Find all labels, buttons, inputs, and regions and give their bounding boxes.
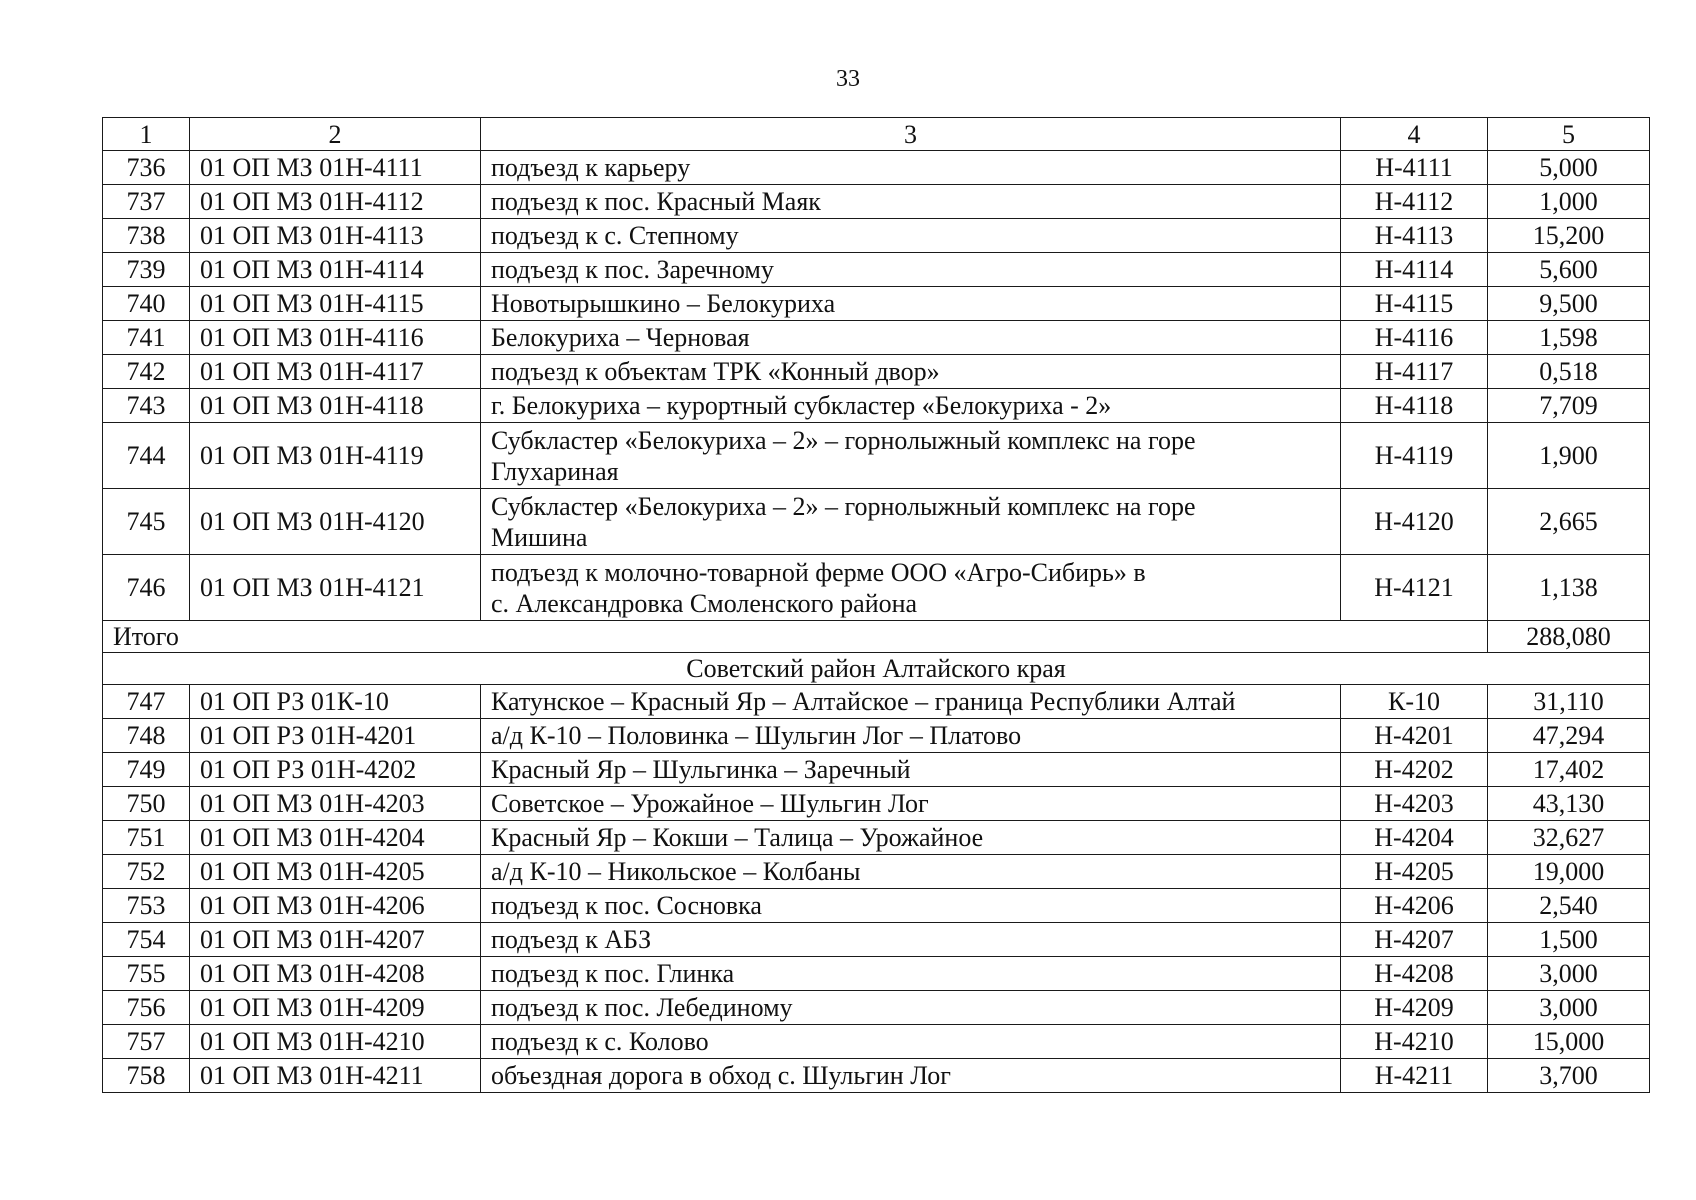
table-row [103,1025,1650,1059]
table-row [103,555,1650,621]
road-name-line: Красный Яр – Кокши – Талица – Урожайное [491,823,984,852]
row-number: 737 [103,185,190,219]
road-name [481,753,1341,787]
road-name [481,151,1341,185]
row-number: 755 [103,957,190,991]
row-number: 758 [103,1059,190,1093]
road-id-code: 01 ОП МЗ 01Н-4207 [190,923,481,957]
road-index: Н-4114 [1341,253,1488,287]
row-number: 754 [103,923,190,957]
road-index: Н-4112 [1341,185,1488,219]
road-name-line: Катунское – Красный Яр – Алтайское – граница Республики Алтай [491,687,1236,716]
road-length: 3,000 [1488,991,1650,1025]
road-id-code: 01 ОП МЗ 01Н-4117 [190,355,481,389]
road-length: 31,110 [1488,685,1650,719]
road-id-code: 01 ОП МЗ 01Н-4111 [190,151,481,185]
road-name-line: Субкластер «Белокуриха – 2» – горнолыжный комплекс на горе [491,491,1196,521]
table-row [103,1059,1650,1093]
road-length: 0,518 [1488,355,1650,389]
road-name [481,555,1341,621]
road-id-code: 01 ОП МЗ 01Н-4113 [190,219,481,253]
road-length: 7,709 [1488,389,1650,423]
table-row [103,685,1650,719]
road-name [481,253,1341,287]
road-name-line: Мишина [491,522,588,552]
table-row [103,787,1650,821]
road-name [481,1025,1341,1059]
road-name [481,923,1341,957]
road-name [481,389,1341,423]
road-length: 47,294 [1488,719,1650,753]
road-id-code: 01 ОП МЗ 01Н-4121 [190,555,481,621]
row-number: 747 [103,685,190,719]
road-name-line: а/д К-10 – Никольское – Колбаны [491,857,861,886]
total-label: Итого [103,621,1488,653]
road-index: Н-4117 [1341,355,1488,389]
road-name [481,787,1341,821]
road-length: 9,500 [1488,287,1650,321]
road-name-line: подъезд к пос. Сосновка [491,891,762,920]
road-name-line: подъезд к пос. Красный Маяк [491,187,821,216]
road-id-code: 01 ОП МЗ 01Н-4112 [190,185,481,219]
row-number: 745 [103,489,190,555]
road-name [481,685,1341,719]
road-length: 3,000 [1488,957,1650,991]
row-number: 757 [103,1025,190,1059]
road-index: Н-4111 [1341,151,1488,185]
road-name [481,287,1341,321]
road-index: Н-4120 [1341,489,1488,555]
row-number: 749 [103,753,190,787]
header-col-3: 3 [481,118,1341,151]
header-row [103,118,1650,151]
roads-table [102,117,1650,1093]
row-number: 736 [103,151,190,185]
table-row [103,321,1650,355]
table-row [103,889,1650,923]
road-name-line: объездная дорога в обход с. Шульгин Лог [491,1061,951,1090]
road-id-code: 01 ОП РЗ 01К-10 [190,685,481,719]
road-length: 1,900 [1488,423,1650,489]
road-index: Н-4208 [1341,957,1488,991]
row-number: 742 [103,355,190,389]
road-index: Н-4116 [1341,321,1488,355]
section-row [103,653,1650,685]
road-length: 1,500 [1488,923,1650,957]
road-id-code: 01 ОП МЗ 01Н-4119 [190,423,481,489]
table-row [103,753,1650,787]
row-number: 750 [103,787,190,821]
road-id-code: 01 ОП МЗ 01Н-4205 [190,855,481,889]
row-number: 756 [103,991,190,1025]
total-row [103,621,1650,653]
table-row [103,423,1650,489]
road-index: Н-4115 [1341,287,1488,321]
road-name-line: Глухариная [491,456,619,486]
road-index: Н-4202 [1341,753,1488,787]
table-row [103,219,1650,253]
section-title: Советский район Алтайского края [103,653,1650,685]
road-name [481,489,1341,555]
road-name-line: с. Александровка Смоленского района [491,588,918,618]
table-row [103,287,1650,321]
road-index: Н-4203 [1341,787,1488,821]
road-length: 15,000 [1488,1025,1650,1059]
row-number: 746 [103,555,190,621]
road-name-line: Белокуриха – Черновая [491,323,750,352]
road-name-line: подъезд к пос. Лебединому [491,993,793,1022]
road-name [481,957,1341,991]
road-id-code: 01 ОП МЗ 01Н-4204 [190,821,481,855]
header-col-5: 5 [1488,118,1650,151]
row-number: 753 [103,889,190,923]
table-row [103,991,1650,1025]
road-name-line: а/д К-10 – Половинка – Шульгин Лог – Платово [491,721,1022,750]
road-name [481,719,1341,753]
table-row [103,489,1650,555]
road-id-code: 01 ОП МЗ 01Н-4206 [190,889,481,923]
table-row [103,151,1650,185]
road-name-line: подъезд к объектам ТРК «Конный двор» [491,357,940,386]
road-name [481,991,1341,1025]
road-id-code: 01 ОП МЗ 01Н-4211 [190,1059,481,1093]
road-id-code: 01 ОП МЗ 01Н-4120 [190,489,481,555]
road-name-line: Советское – Урожайное – Шульгин Лог [491,789,929,818]
table-row [103,355,1650,389]
road-id-code: 01 ОП МЗ 01Н-4118 [190,389,481,423]
table-row [103,253,1650,287]
table-row [103,957,1650,991]
road-index: Н-4210 [1341,1025,1488,1059]
road-index: Н-4207 [1341,923,1488,957]
road-index: К-10 [1341,685,1488,719]
road-length: 1,598 [1488,321,1650,355]
road-name-line: Новотырышкино – Белокуриха [491,289,836,318]
table-row [103,923,1650,957]
road-name-line: подъезд к АБЗ [491,925,652,954]
road-length: 2,665 [1488,489,1650,555]
road-index: Н-4205 [1341,855,1488,889]
road-name [481,889,1341,923]
road-id-code: 01 ОП МЗ 01Н-4209 [190,991,481,1025]
road-name [481,219,1341,253]
table-row [103,185,1650,219]
road-length: 17,402 [1488,753,1650,787]
total-section [103,621,1650,685]
header-col-2: 2 [190,118,481,151]
road-index: Н-4209 [1341,991,1488,1025]
road-length: 1,138 [1488,555,1650,621]
road-length: 5,000 [1488,151,1650,185]
road-name [481,855,1341,889]
road-id-code: 01 ОП МЗ 01Н-4208 [190,957,481,991]
road-index: Н-4119 [1341,423,1488,489]
road-name-line: подъезд к пос. Заречному [491,255,774,284]
road-id-code: 01 ОП МЗ 01Н-4115 [190,287,481,321]
row-number: 751 [103,821,190,855]
road-index: Н-4113 [1341,219,1488,253]
group1-rows [103,151,1650,621]
group2-rows [103,685,1650,1093]
road-id-code: 01 ОП МЗ 01Н-4116 [190,321,481,355]
road-index: Н-4121 [1341,555,1488,621]
row-number: 739 [103,253,190,287]
road-name-line: подъезд к карьеру [491,153,691,182]
road-length: 32,627 [1488,821,1650,855]
row-number: 740 [103,287,190,321]
road-index: Н-4204 [1341,821,1488,855]
row-number: 744 [103,423,190,489]
row-number: 752 [103,855,190,889]
table-row [103,855,1650,889]
page-number: 33 [836,66,860,92]
road-index: Н-4206 [1341,889,1488,923]
road-length: 2,540 [1488,889,1650,923]
row-number: 743 [103,389,190,423]
road-name [481,185,1341,219]
row-number: 738 [103,219,190,253]
row-number: 748 [103,719,190,753]
road-name-line: подъезд к пос. Глинка [491,959,735,988]
header-col-4: 4 [1341,118,1488,151]
road-id-code: 01 ОП РЗ 01Н-4202 [190,753,481,787]
road-length: 3,700 [1488,1059,1650,1093]
road-name [481,321,1341,355]
road-id-code: 01 ОП МЗ 01Н-4210 [190,1025,481,1059]
road-name-line: подъезд к с. Колово [491,1027,709,1056]
road-index: Н-4211 [1341,1059,1488,1093]
total-value: 288,080 [1488,621,1650,653]
road-id-code: 01 ОП РЗ 01Н-4201 [190,719,481,753]
road-name-line: подъезд к с. Степному [491,221,739,250]
table-row [103,719,1650,753]
road-index: Н-4118 [1341,389,1488,423]
road-name [481,1059,1341,1093]
road-name-line: г. Белокуриха – курортный субкластер «Белокуриха - 2» [491,391,1112,420]
road-name-line: подъезд к молочно-товарной ферме ООО «Агро-Сибирь» в [491,557,1146,587]
road-length: 5,600 [1488,253,1650,287]
road-id-code: 01 ОП МЗ 01Н-4114 [190,253,481,287]
road-length: 1,000 [1488,185,1650,219]
header-col-1: 1 [103,118,190,151]
road-name-line: Субкластер «Белокуриха – 2» – горнолыжный комплекс на горе [491,425,1196,455]
road-name [481,821,1341,855]
row-number: 741 [103,321,190,355]
table-row [103,389,1650,423]
road-length: 19,000 [1488,855,1650,889]
road-index: Н-4201 [1341,719,1488,753]
table-row [103,821,1650,855]
road-name [481,355,1341,389]
road-name [481,423,1341,489]
road-length: 15,200 [1488,219,1650,253]
road-name-line: Красный Яр – Шульгинка – Заречный [491,755,911,784]
road-id-code: 01 ОП МЗ 01Н-4203 [190,787,481,821]
road-length: 43,130 [1488,787,1650,821]
